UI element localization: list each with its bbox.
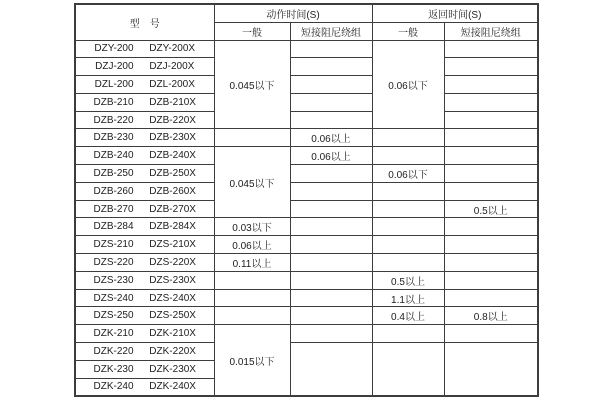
action-general-cell: 0.045以下 bbox=[214, 147, 290, 218]
model-name: DZB-220 bbox=[93, 114, 134, 126]
table-row bbox=[75, 325, 538, 343]
model-name-x: DZB-270X bbox=[149, 203, 196, 215]
model-cell bbox=[75, 58, 214, 76]
table-row bbox=[75, 307, 538, 325]
header-return-group: 返回时间(S) bbox=[372, 4, 538, 22]
model-name-x: DZS-220X bbox=[149, 256, 196, 268]
action-damping-cell bbox=[290, 271, 372, 289]
model-cell bbox=[75, 76, 214, 94]
return-damping-cell bbox=[444, 254, 538, 272]
action-damping-cell bbox=[290, 236, 372, 254]
action-general-cell: 0.03以下 bbox=[214, 218, 290, 236]
model-name: DZK-220 bbox=[93, 345, 134, 357]
model-name: DZB-250 bbox=[93, 167, 134, 179]
model-name: DZL-200 bbox=[94, 78, 134, 90]
table-row bbox=[75, 289, 538, 307]
return-general-cell: 0.5以上 bbox=[372, 271, 444, 289]
spec-table bbox=[74, 3, 539, 397]
return-general-cell: 1.1以上 bbox=[372, 289, 444, 307]
table-row bbox=[75, 254, 538, 272]
model-name-x: DZB-220X bbox=[149, 114, 196, 126]
model-name-x: DZS-250X bbox=[149, 310, 196, 322]
action-damping-cell bbox=[290, 182, 372, 200]
table-row bbox=[75, 271, 538, 289]
model-cell bbox=[75, 182, 214, 200]
model-name: DZS-240 bbox=[93, 292, 134, 304]
action-damping-cell bbox=[290, 40, 372, 58]
action-damping-cell bbox=[290, 165, 372, 183]
action-damping-cell bbox=[290, 111, 372, 129]
action-general-cell bbox=[214, 129, 290, 147]
action-general-cell: 0.06以上 bbox=[214, 236, 290, 254]
return-general-cell: 0.06以下 bbox=[372, 40, 444, 129]
model-cell bbox=[75, 307, 214, 325]
table-row bbox=[75, 76, 538, 94]
return-general-cell: 0.06以下 bbox=[372, 165, 444, 183]
return-damping-cell bbox=[444, 182, 538, 200]
table-row bbox=[75, 236, 538, 254]
model-cell bbox=[75, 129, 214, 147]
return-general-cell bbox=[372, 129, 444, 147]
model-cell bbox=[75, 165, 214, 183]
return-damping-cell bbox=[444, 93, 538, 111]
table-row bbox=[75, 218, 538, 236]
return-general-cell bbox=[372, 147, 444, 165]
action-damping-cell bbox=[290, 93, 372, 111]
return-damping-cell bbox=[444, 289, 538, 307]
header-return-general: 一般 bbox=[372, 22, 444, 40]
action-damping-cell bbox=[290, 254, 372, 272]
model-name: DZB-230 bbox=[93, 132, 134, 144]
action-general-cell bbox=[214, 307, 290, 325]
table-row bbox=[75, 200, 538, 218]
header-return-damping: 短接阻尼绕组 bbox=[444, 22, 538, 40]
model-cell bbox=[75, 325, 214, 343]
model-name-x: DZS-210X bbox=[149, 239, 196, 251]
model-name-x: DZB-260X bbox=[149, 185, 196, 197]
return-damping-cell: 0.5以上 bbox=[444, 200, 538, 218]
model-name-x: DZS-230X bbox=[149, 274, 196, 286]
return-general-cell bbox=[372, 182, 444, 200]
model-name-x: DZK-230X bbox=[149, 363, 196, 375]
model-name: DZB-270 bbox=[93, 203, 134, 215]
return-general-cell bbox=[372, 343, 444, 396]
model-cell bbox=[75, 111, 214, 129]
table-row bbox=[75, 165, 538, 183]
model-cell bbox=[75, 200, 214, 218]
action-damping-cell bbox=[290, 58, 372, 76]
table-header bbox=[75, 4, 538, 40]
model-name: DZS-230 bbox=[93, 274, 134, 286]
action-damping-cell bbox=[290, 325, 372, 343]
return-general-cell bbox=[372, 325, 444, 343]
model-name: DZK-230 bbox=[93, 363, 134, 375]
return-damping-cell: 0.8以上 bbox=[444, 307, 538, 325]
model-name-x: DZY-200X bbox=[149, 43, 196, 55]
model-cell bbox=[75, 218, 214, 236]
header-row-groups bbox=[75, 4, 538, 22]
table-row bbox=[75, 343, 538, 361]
model-name: DZS-210 bbox=[93, 239, 134, 251]
model-cell bbox=[75, 378, 214, 396]
model-name: DZJ-200 bbox=[95, 61, 134, 73]
model-name-x: DZK-240X bbox=[149, 381, 196, 393]
action-general-cell: 0.045以下 bbox=[214, 40, 290, 129]
model-cell bbox=[75, 236, 214, 254]
action-general-cell: 0.015以下 bbox=[214, 325, 290, 396]
header-action-general: 一般 bbox=[214, 22, 290, 40]
return-damping-cell bbox=[444, 325, 538, 343]
return-damping-cell bbox=[444, 147, 538, 165]
return-damping-cell bbox=[444, 76, 538, 94]
action-damping-cell bbox=[290, 289, 372, 307]
return-damping-cell bbox=[444, 218, 538, 236]
model-name-x: DZK-220X bbox=[149, 345, 196, 357]
table-row bbox=[75, 93, 538, 111]
model-name: DZK-210 bbox=[93, 328, 134, 340]
header-action-group: 动作时间(S) bbox=[214, 4, 372, 22]
table-row bbox=[75, 129, 538, 147]
action-damping-cell bbox=[290, 343, 372, 396]
model-cell bbox=[75, 289, 214, 307]
header-model: 型 号 bbox=[75, 4, 214, 40]
return-general-cell bbox=[372, 236, 444, 254]
model-name: DZB-284 bbox=[93, 221, 134, 233]
model-name: DZS-250 bbox=[93, 310, 134, 322]
action-damping-cell bbox=[290, 218, 372, 236]
model-cell bbox=[75, 343, 214, 361]
action-damping-cell: 0.06以上 bbox=[290, 147, 372, 165]
table-body bbox=[75, 40, 538, 396]
model-name: DZS-220 bbox=[93, 256, 134, 268]
return-general-cell bbox=[372, 200, 444, 218]
action-general-cell: 0.11以上 bbox=[214, 254, 290, 272]
action-damping-cell bbox=[290, 307, 372, 325]
model-name: DZY-200 bbox=[94, 43, 134, 55]
return-damping-cell bbox=[444, 165, 538, 183]
model-name: DZB-210 bbox=[93, 96, 134, 108]
table-row bbox=[75, 182, 538, 200]
action-general-cell bbox=[214, 271, 290, 289]
return-damping-cell bbox=[444, 129, 538, 147]
model-name-x: DZB-230X bbox=[149, 132, 196, 144]
model-name-x: DZB-250X bbox=[149, 167, 196, 179]
model-name: DZB-260 bbox=[93, 185, 134, 197]
return-damping-cell bbox=[444, 236, 538, 254]
return-general-cell: 0.4以上 bbox=[372, 307, 444, 325]
model-name: DZK-240 bbox=[93, 381, 134, 393]
table-row bbox=[75, 111, 538, 129]
model-name-x: DZK-210X bbox=[149, 328, 196, 340]
model-name-x: DZS-240X bbox=[149, 292, 196, 304]
table-row bbox=[75, 40, 538, 58]
model-cell bbox=[75, 360, 214, 378]
model-cell bbox=[75, 93, 214, 111]
model-name-x: DZB-210X bbox=[149, 96, 196, 108]
return-damping-cell bbox=[444, 271, 538, 289]
return-damping-cell bbox=[444, 40, 538, 58]
return-general-cell bbox=[372, 254, 444, 272]
model-name: DZB-240 bbox=[93, 150, 134, 162]
return-general-cell bbox=[372, 218, 444, 236]
header-action-damping: 短接阻尼绕组 bbox=[290, 22, 372, 40]
model-name-x: DZB-240X bbox=[149, 150, 196, 162]
return-damping-cell bbox=[444, 343, 538, 396]
action-damping-cell: 0.06以上 bbox=[290, 129, 372, 147]
model-cell bbox=[75, 254, 214, 272]
action-general-cell bbox=[214, 289, 290, 307]
model-cell bbox=[75, 147, 214, 165]
action-damping-cell bbox=[290, 200, 372, 218]
model-cell bbox=[75, 40, 214, 58]
model-name-x: DZL-200X bbox=[149, 78, 195, 90]
table-row bbox=[75, 58, 538, 76]
model-name-x: DZB-284X bbox=[149, 221, 196, 233]
return-damping-cell bbox=[444, 111, 538, 129]
return-damping-cell bbox=[444, 58, 538, 76]
model-cell bbox=[75, 271, 214, 289]
table-row bbox=[75, 147, 538, 165]
model-name-x: DZJ-200X bbox=[149, 61, 195, 73]
action-damping-cell bbox=[290, 76, 372, 94]
